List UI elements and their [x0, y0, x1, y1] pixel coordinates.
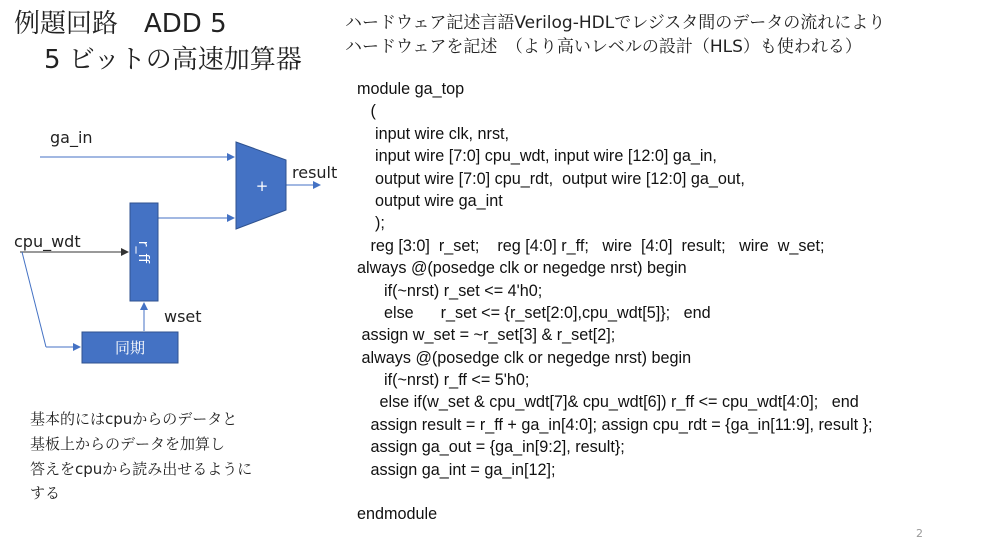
slide-title: 例題回路 ADD 5: [14, 9, 227, 39]
page-number: 2: [916, 527, 923, 540]
code-line: output wire [7:0] cpu_rdt, output wire [12:0] ga_out,: [357, 169, 745, 188]
code-line: reg [3:0] r_set; reg [4:0] r_ff; wire [4:0] result; wire w_set;: [357, 236, 825, 255]
code-line: output wire ga_int: [357, 191, 503, 210]
code-line: assign w_set = ~r_set[3] & r_set[2];: [357, 326, 616, 345]
code-line: else if(w_set & cpu_wdt[7]& cpu_wdt[6]) r_ff <= cpu_wdt[4:0]; end: [357, 393, 859, 412]
wset-label: wset: [164, 307, 202, 326]
code-line: );: [357, 214, 385, 233]
r-ff-label: r_ff: [135, 240, 151, 264]
code-line: else r_set <= {r_set[2:0],cpu_wdt[5]}; end: [357, 303, 711, 322]
circuit-diagram: [0, 120, 345, 380]
note-line-1: 基本的にはcpuからのデータと: [30, 410, 238, 428]
note-line-2: 基板上からのデータを加算し: [30, 435, 226, 453]
description-line-2: ハードウェアを記述 （より高いレベルの設計（HLS）も使われる）: [345, 37, 862, 57]
description-line-1: ハードウェア記述言語Verilog-HDLでレジスタ間のデータの流れにより: [345, 13, 886, 33]
code-line: input wire clk, nrst,: [357, 124, 510, 143]
code-line: if(~nrst) r_set <= 4'h0;: [357, 281, 543, 300]
adder-symbol: +: [255, 177, 269, 195]
code-line: endmodule: [357, 505, 438, 524]
note-line-3: 答えをcpuから読み出せるように: [30, 460, 253, 478]
code-line: always @(posedge clk or negedge nrst) begin: [357, 348, 692, 367]
cpu-wdt-label: cpu_wdt: [14, 232, 81, 251]
code-line: module ga_top: [357, 80, 465, 98]
note-line-4: する: [30, 484, 61, 502]
result-label: result: [292, 163, 338, 182]
code-line: input wire [7:0] cpu_wdt, input wire [12:0] ga_in,: [357, 147, 717, 166]
code-line: if(~nrst) r_ff <= 5'h0;: [357, 371, 530, 390]
cpu-wdt-branch-wire: [22, 252, 46, 347]
code-line: always @(posedge clk or negedge nrst) begin: [357, 259, 687, 278]
slide-subtitle: 5 ビットの高速加算器: [44, 45, 302, 75]
code-line: (: [357, 102, 376, 121]
verilog-code-block: [357, 78, 872, 526]
ga-in-label: ga_in: [50, 128, 93, 147]
code-line: assign ga_int = ga_in[12];: [357, 460, 556, 479]
code-line: [357, 481, 872, 503]
code-line: assign result = r_ff + ga_in[4:0]; assign cpu_rdt = {ga_in[11:9], result };: [357, 415, 873, 434]
sync-label: 同期: [114, 339, 146, 357]
code-line: assign ga_out = {ga_in[9:2], result};: [357, 438, 625, 457]
